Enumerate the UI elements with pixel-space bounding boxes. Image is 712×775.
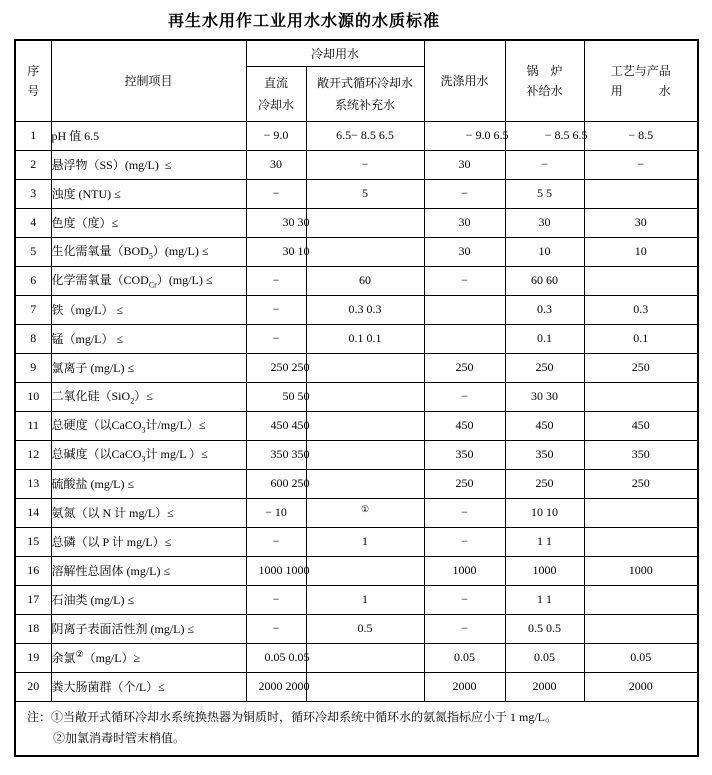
- value-cell: 0.05: [584, 643, 698, 672]
- table-row: [15, 382, 698, 411]
- row-label: 阴离子表面活性剂 (mg/L) ≤: [51, 614, 246, 643]
- value-cell: 0.1: [584, 324, 698, 353]
- row-label: 生化需氧量$(BOD_5)(mg/L)$ ≤: [51, 237, 246, 266]
- row-label: 氯离子 (mg/L) ≤: [51, 353, 246, 382]
- value-cell: 250: [424, 353, 505, 382]
- value-cell: 250: [505, 353, 584, 382]
- value-cell: ①: [306, 498, 424, 527]
- value-cell: 5 5: [505, 179, 584, 208]
- value-cell: 0.1: [505, 324, 584, 353]
- row-number: 12: [15, 440, 51, 469]
- row-number: 5: [15, 237, 51, 266]
- value-cell: − 8.5: [584, 121, 698, 150]
- value-cell: 0.5: [306, 614, 424, 643]
- header-cell-once-through: 直流 冷却水: [246, 66, 306, 121]
- value-cell: 30 10: [246, 237, 306, 266]
- table-body: [15, 121, 698, 701]
- value-cell: −: [306, 150, 424, 179]
- value-cell: 450 450: [246, 411, 306, 440]
- value-cell: 250: [505, 469, 584, 498]
- value-cell: 10: [505, 237, 584, 266]
- header-row-group: [15, 40, 698, 66]
- row-number: 11: [15, 411, 51, 440]
- row-label: 硫酸盐 (mg/L) ≤: [51, 469, 246, 498]
- value-cell: 2000: [505, 672, 584, 701]
- value-cell: 450: [505, 411, 584, 440]
- value-cell: −: [246, 179, 306, 208]
- row-number: 1: [15, 121, 51, 150]
- value-cell: [584, 614, 698, 643]
- value-cell: 10: [584, 237, 698, 266]
- value-cell: −: [505, 150, 584, 179]
- value-cell: 250: [584, 469, 698, 498]
- table-row: [15, 672, 698, 701]
- value-cell: 250: [584, 353, 698, 382]
- value-cell: −: [246, 324, 306, 353]
- value-cell: [306, 411, 424, 440]
- table-row: [15, 556, 698, 585]
- value-cell: 350 350: [246, 440, 306, 469]
- row-number: 8: [15, 324, 51, 353]
- value-cell: −: [424, 527, 505, 556]
- value-cell: 1: [306, 585, 424, 614]
- table-row: [15, 643, 698, 672]
- header-cell-cooling-group: 冷却用水: [246, 40, 424, 66]
- value-cell: [306, 353, 424, 382]
- table-row: [15, 295, 698, 324]
- notes-row: [15, 701, 698, 756]
- value-cell: −: [584, 150, 698, 179]
- value-cell: − 8.5 6.5: [505, 121, 584, 150]
- value-cell: 30: [505, 208, 584, 237]
- row-number: 19: [15, 643, 51, 672]
- value-cell: −: [246, 614, 306, 643]
- row-number: 2: [15, 150, 51, 179]
- row-number: 17: [15, 585, 51, 614]
- value-cell: [306, 237, 424, 266]
- value-cell: [306, 672, 424, 701]
- value-cell: 0.3: [584, 295, 698, 324]
- value-cell: [306, 556, 424, 585]
- table-row: [15, 324, 698, 353]
- table-row: [15, 440, 698, 469]
- value-cell: 350: [584, 440, 698, 469]
- value-cell: −: [246, 527, 306, 556]
- table-row: [15, 614, 698, 643]
- value-cell: [584, 266, 698, 295]
- header-cell-process: 工艺与产品 用 水: [584, 40, 698, 121]
- value-cell: −: [424, 266, 505, 295]
- water-quality-table: [14, 39, 699, 757]
- value-cell: 60 60: [505, 266, 584, 295]
- row-number: 7: [15, 295, 51, 324]
- row-number: 6: [15, 266, 51, 295]
- table-row: [15, 208, 698, 237]
- row-label: 石油类 (mg/L) ≤: [51, 585, 246, 614]
- table-row: [15, 121, 698, 150]
- value-cell: 2000: [584, 672, 698, 701]
- value-cell: [584, 585, 698, 614]
- value-cell: 350: [505, 440, 584, 469]
- header-cell-washing: 洗涤用水: [424, 40, 505, 121]
- value-cell: 350: [424, 440, 505, 469]
- value-cell: 30: [424, 237, 505, 266]
- value-cell: 450: [584, 411, 698, 440]
- row-label: pH 值 6.5: [51, 121, 246, 150]
- table-row: [15, 411, 698, 440]
- value-cell: 5: [306, 179, 424, 208]
- value-cell: 1: [306, 527, 424, 556]
- value-cell: 0.3: [505, 295, 584, 324]
- value-cell: 30 30: [505, 382, 584, 411]
- value-cell: 1 1: [505, 585, 584, 614]
- note-line: ②加氯消毒时管末梢值。: [53, 730, 186, 745]
- value-cell: −: [246, 266, 306, 295]
- table-row: [15, 498, 698, 527]
- value-cell: [584, 382, 698, 411]
- value-cell: [424, 324, 505, 353]
- header-cell-no: 序 号: [15, 40, 51, 121]
- page-title: 再生水用作工业用水水源的水质标准: [167, 13, 440, 30]
- note-line: 注：①当敞开式循环冷却水系统换热器为铜质时，循环冷却系统中循环水的氨氮指标应小于 1 mg/L。: [27, 709, 558, 724]
- row-label: 浊度 (NTU) ≤: [51, 179, 246, 208]
- header-cell-boiler: 锅 炉 补给水: [505, 40, 584, 121]
- value-cell: [584, 527, 698, 556]
- row-label: 二氧化硅（SiO$_2$）≤: [51, 382, 246, 411]
- row-label: 悬浮物（SS）(mg/L) ≤: [51, 150, 246, 179]
- value-cell: − 9.0 6.5: [424, 121, 505, 150]
- value-cell: 250: [424, 469, 505, 498]
- value-cell: 30: [424, 150, 505, 179]
- table-row: [15, 150, 698, 179]
- row-label: 溶解性总固体 (mg/L) ≤: [51, 556, 246, 585]
- table-row: [15, 266, 698, 295]
- table-row: [15, 353, 698, 382]
- value-cell: 60: [306, 266, 424, 295]
- value-cell: −: [424, 382, 505, 411]
- row-label: 锰（mg/L） ≤: [51, 324, 246, 353]
- value-cell: −: [246, 295, 306, 324]
- value-cell: 0.05 0.05: [246, 643, 306, 672]
- row-number: 15: [15, 527, 51, 556]
- value-cell: [306, 382, 424, 411]
- value-cell: [424, 295, 505, 324]
- value-cell: 0.05: [505, 643, 584, 672]
- value-cell: 2000 2000: [246, 672, 306, 701]
- row-number: 4: [15, 208, 51, 237]
- value-cell: 1 1: [505, 527, 584, 556]
- row-number: 18: [15, 614, 51, 643]
- value-cell: 2000: [424, 672, 505, 701]
- value-cell: 450: [424, 411, 505, 440]
- row-label: 化学需氧量$(COD_{Cr})(mg/L)$ ≤: [51, 266, 246, 295]
- row-label: 总硬度（以CaCO$_3$计/mg/L）≤: [51, 411, 246, 440]
- row-label: 氨氮（以 N 计 mg/L）≤: [51, 498, 246, 527]
- value-cell: [306, 440, 424, 469]
- notes-section: [15, 701, 698, 756]
- value-cell: 30: [424, 208, 505, 237]
- value-cell: 50 50: [246, 382, 306, 411]
- row-number: 20: [15, 672, 51, 701]
- value-cell: [584, 179, 698, 208]
- value-cell: −: [424, 614, 505, 643]
- header-cell-item: 控制项目: [51, 40, 246, 121]
- row-number: 10: [15, 382, 51, 411]
- row-label: 余氯②（mg/L）≥: [51, 643, 246, 672]
- value-cell: 1000: [584, 556, 698, 585]
- value-cell: −: [424, 585, 505, 614]
- table-row: [15, 527, 698, 556]
- value-cell: 1000: [424, 556, 505, 585]
- value-cell: 30: [246, 150, 306, 179]
- value-cell: 10 10: [505, 498, 584, 527]
- value-cell: − 10: [246, 498, 306, 527]
- value-cell: [306, 208, 424, 237]
- header-cell-open-recirc: 敞开式循环冷却水 系统补充水: [306, 66, 424, 121]
- value-cell: 600 250: [246, 469, 306, 498]
- value-cell: 0.3 0.3: [306, 295, 424, 324]
- row-label: 色度（度）≤: [51, 208, 246, 237]
- value-cell: − 9.0: [246, 121, 306, 150]
- table-row: [15, 179, 698, 208]
- value-cell: [584, 498, 698, 527]
- value-cell: −: [424, 498, 505, 527]
- value-cell: [306, 643, 424, 672]
- value-cell: 0.5 0.5: [505, 614, 584, 643]
- value-cell: −: [424, 179, 505, 208]
- table-row: [15, 585, 698, 614]
- row-label: 总碱度（以CaCO$_3$计 mg/L ）≤: [51, 440, 246, 469]
- value-cell: [306, 469, 424, 498]
- value-cell: 0.05: [424, 643, 505, 672]
- value-cell: 0.1 0.1: [306, 324, 424, 353]
- value-cell: −: [246, 585, 306, 614]
- row-number: 3: [15, 179, 51, 208]
- row-number: 9: [15, 353, 51, 382]
- row-number: 14: [15, 498, 51, 527]
- value-cell: 250 250: [246, 353, 306, 382]
- value-cell: 6.5− 8.5 6.5: [306, 121, 424, 150]
- value-cell: 1000 1000: [246, 556, 306, 585]
- value-cell: 30 30: [246, 208, 306, 237]
- row-number: 16: [15, 556, 51, 585]
- row-label: 粪大肠菌群（个/L）≤: [51, 672, 246, 701]
- value-cell: 30: [584, 208, 698, 237]
- table-row: [15, 469, 698, 498]
- row-number: 13: [15, 469, 51, 498]
- row-label: 铁（mg/L） ≤: [51, 295, 246, 324]
- row-label: 总磷（以 P 计 mg/L）≤: [51, 527, 246, 556]
- value-cell: 1000: [505, 556, 584, 585]
- table-row: [15, 237, 698, 266]
